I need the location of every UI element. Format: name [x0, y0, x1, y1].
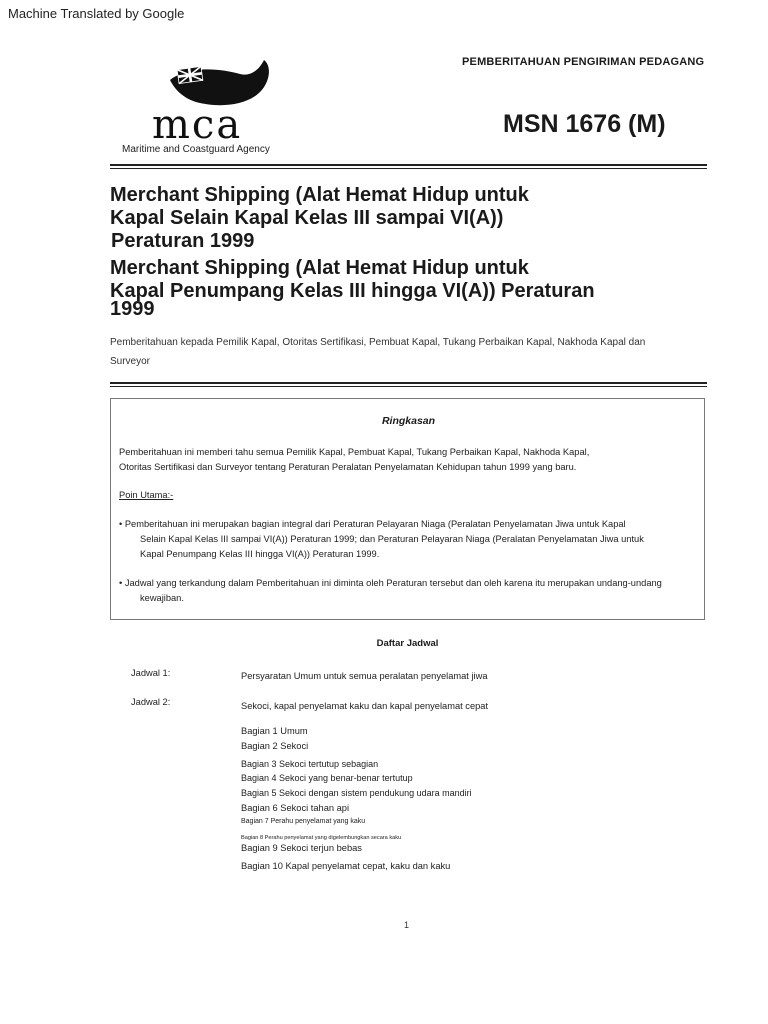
summary-box	[110, 398, 705, 620]
schedule-part: Bagian 5 Sekoci dengan sistem pendukung udara mandiri	[241, 788, 472, 798]
bullet-2-line-2: kewajiban.	[140, 593, 184, 603]
notice-type-heading: PEMBERITAHUAN PENGIRIMAN PEDAGANG	[462, 56, 705, 68]
schedule-part: Bagian 2 Sekoci	[241, 741, 309, 751]
schedule-list-heading: Daftar Jadwal	[376, 638, 439, 649]
header-divider-thick	[110, 164, 707, 166]
summary-paragraph-line-2: Otoritas Sertifikasi dan Surveyor tentang Peraturan Peralatan Penyelamatan Kehidupan tahun 1999 yang baru.	[119, 462, 577, 472]
key-points-label: Poin Utama:-	[119, 490, 174, 500]
bullet-1-line-1: • Pemberitahuan ini merupakan bagian integral dari Peraturan Pelayaran Niaga (Peralatan Penyelamatan Jiwa untuk Kapal	[119, 519, 626, 529]
schedule-2-label: Jadwal 2:	[131, 697, 171, 707]
bullet-2-line-1: • Jadwal yang terkandung dalam Pemberitahuan ini diminta oleh Peraturan tersebut dan oleh karena itu merupakan undang-undang	[119, 578, 662, 588]
header-divider-thin	[110, 168, 707, 169]
machine-translation-banner: Machine Translated by Google	[8, 6, 185, 21]
audience-note	[110, 333, 710, 371]
schedule-2-description: Sekoci, kapal penyelamat kaku dan kapal penyelamat cepat	[241, 701, 489, 711]
schedule-part: Bagian 9 Sekoci terjun bebas	[241, 843, 362, 853]
regulation-title-2-line-1: Merchant Shipping (Alat Hemat Hidup untuk	[110, 257, 529, 279]
bullet-1-line-2: Selain Kapal Kelas III sampai VI(A)) Peraturan 1999; dan Peraturan Pelayaran Niaga (Peralatan Penyelamatan Jiwa untuk	[140, 534, 644, 544]
summary-heading: Ringkasan	[381, 415, 436, 427]
schedule-part: Bagian 8 Perahu penyelamat yang digelembungkan secara kaku	[241, 835, 402, 841]
schedule-part: Bagian 1 Umum	[241, 726, 308, 736]
summary-paragraph-line-1: Pemberitahuan ini memberi tahu semua Pemilik Kapal, Pembuat Kapal, Tukang Perbaikan Kapal, Nakhoda Kapal,	[119, 447, 590, 457]
msn-number: MSN 1676 (M)	[503, 110, 666, 138]
summary-paragraph	[119, 445, 699, 475]
regulation-title-1-line-3: Peraturan 1999	[111, 230, 255, 252]
regulation-title-2-line-2: Kapal Penumpang Kelas III hingga VI(A)) Peraturan	[110, 280, 595, 302]
summary-bullet-2	[119, 576, 703, 606]
regulation-title-2-line-3: 1999	[110, 298, 155, 320]
schedule-part: Bagian 10 Kapal penyelamat cepat, kaku dan kaku	[241, 861, 451, 871]
audience-line-1: Pemberitahuan kepada Pemilik Kapal, Otoritas Sertifikasi, Pembuat Kapal, Tukang Perbaikan Kapal, Nakhoda Kapal dan	[110, 337, 646, 348]
audience-line-2: Surveyor	[110, 356, 151, 367]
schedule-1-label: Jadwal 1:	[131, 668, 171, 678]
mca-logo	[148, 58, 318, 158]
bullet-1-line-3: Kapal Penumpang Kelas III hingga VI(A)) Peraturan 1999.	[140, 549, 380, 559]
section-divider-thick	[110, 382, 707, 384]
regulation-title-1-line-2: Kapal Selain Kapal Kelas III sampai VI(A))	[110, 207, 504, 229]
schedule-1-description: Persyaratan Umum untuk semua peralatan penyelamat jiwa	[241, 671, 488, 681]
summary-bullet-1	[119, 517, 703, 562]
schedule-part: Bagian 4 Sekoci yang benar-benar tertutup	[241, 773, 413, 783]
schedule-part: Bagian 3 Sekoci tertutup sebagian	[241, 759, 379, 769]
regulation-title-1-line-1: Merchant Shipping (Alat Hemat Hidup untuk	[110, 184, 529, 206]
schedule-part: Bagian 6 Sekoci tahan api	[241, 803, 350, 813]
agency-name: Maritime and Coastguard Agency	[122, 144, 270, 155]
union-flag-icon	[177, 66, 203, 83]
section-divider-thin	[110, 386, 707, 387]
page-number: 1	[404, 920, 410, 930]
logo-wordmark: mca	[152, 102, 243, 148]
schedule-part: Bagian 7 Perahu penyelamat yang kaku	[241, 818, 366, 825]
